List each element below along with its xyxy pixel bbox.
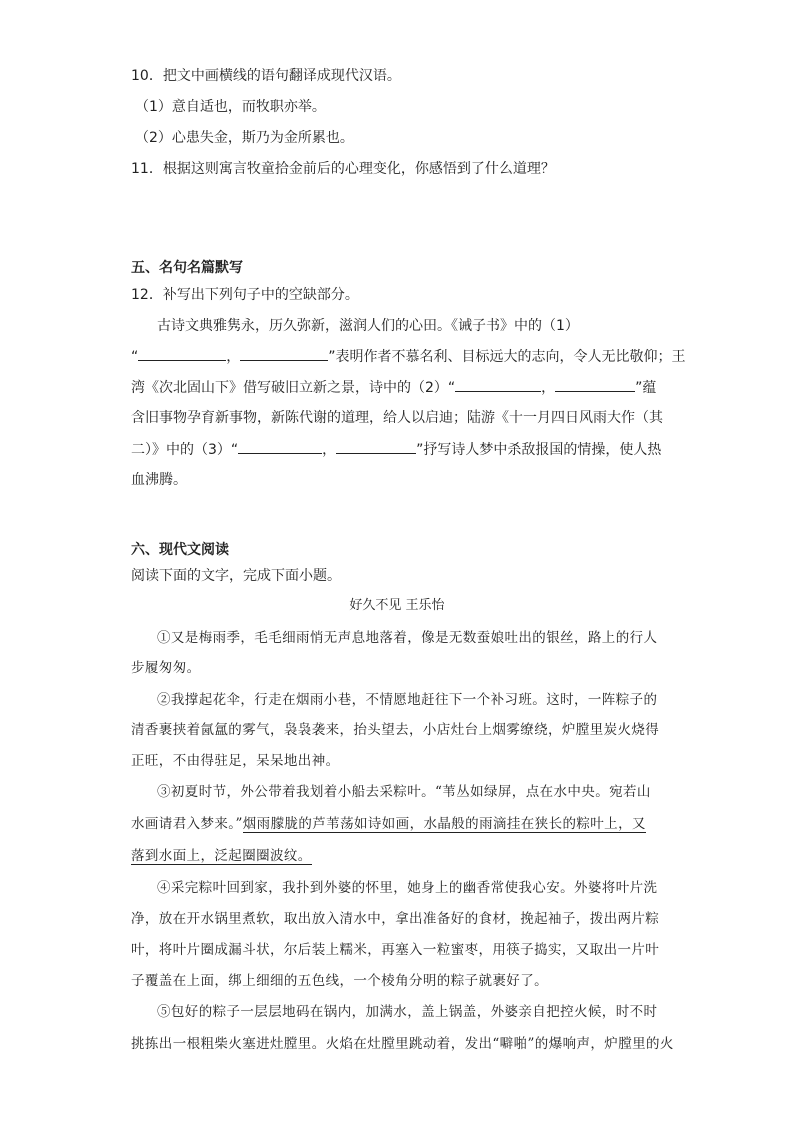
- q10-item-1: （1）意自适也，而牧职亦举。: [135, 99, 326, 115]
- quote-open: “: [131, 349, 139, 365]
- q12-line-2: [131, 346, 686, 367]
- q12-line-6: 血沸腾。: [131, 472, 187, 488]
- section6-instruction: 阅读下面的文字，完成下面小题。: [131, 568, 341, 584]
- section6-heading: 六、现代文阅读: [131, 542, 229, 558]
- q10-stem: 10．把文中画横线的语句翻译成现代汉语。: [131, 68, 401, 84]
- q12-line-5: [131, 439, 661, 460]
- underlined-sentence-end: 落到水面上，泛起圈圈波纹。: [131, 848, 312, 864]
- paragraph-1: ①又是梅雨季，毛毛细雨悄无声息地落着，像是无数蚕娘吐出的银丝，路上的行人: [157, 630, 658, 646]
- fill-blank-3b[interactable]: [336, 439, 416, 454]
- q12-line-5-end: ”抒写诗人梦中杀敌报国的情操，使人热: [416, 442, 662, 458]
- paragraph-4-cont-1: 净，放在开水锅里煮软，取出放入清水中，拿出准备好的食材，挽起袖子，拨出两片粽: [131, 911, 660, 927]
- q12-line-2-text: ”表明作者不慕名利、目标远大的志向，令人无比敬仰；王: [328, 349, 686, 365]
- q12-line-5-text: 二）》中的（3）“: [131, 442, 239, 458]
- paragraph-2-cont-1: 清香裹挟着氤氲的雾气，袅袅袭来，抬头望去，小店灶台上烟雾缭绕，炉膛里炭火烧得: [131, 722, 660, 738]
- q12-line-3: [131, 377, 656, 398]
- fill-blank-3a[interactable]: [238, 439, 322, 454]
- paragraph-2: ②我撑起花伞，行走在烟雨小巷，不情愿地赶往下一个补习班。这时，一阵粽子的: [157, 692, 658, 708]
- underlined-sentence: 烟雨朦胧的芦苇荡如诗如画，水晶般的雨滴挂在狭长的粽叶上，又: [242, 816, 646, 832]
- q12-stem: 12．补写出下列句子中的空缺部分。: [131, 287, 359, 303]
- paragraph-5: ⑤包好的粽子一层层地码在锅内，加满水，盖上锅盖，外婆亲自把控火候，时不时: [157, 1004, 658, 1020]
- q12-line-3-end: ”蕴: [635, 380, 657, 396]
- paragraph-4-cont-3: 子覆盖在上面，绑上细细的五色线，一个棱角分明的粽子就裹好了。: [131, 973, 548, 989]
- paragraph-3-cont-1: [131, 814, 646, 834]
- q12-line-3-text: 湾《次北固山下》借写破旧立新之景，诗中的（2）“: [131, 380, 456, 396]
- comma: ，: [226, 349, 241, 365]
- paragraph-1-cont: 步履匆匆。: [131, 660, 201, 676]
- q12-line-1: 古诗文典雅隽永，历久弥新，滋润人们的心田。《诫子书》中的（1）: [157, 318, 579, 334]
- paragraph-3-plain: 水画请君入梦来。”: [131, 816, 243, 832]
- paragraph-4-cont-2: 叶，将叶片圈成漏斗状，尔后装上糯米，再塞入一粒蜜枣，用筷子捣实，又取出一片叶: [131, 942, 660, 958]
- paragraph-3: ③初夏时节，外公带着我划着小船去采粽叶。“苇丛如绿屏，点在水中央。宛若山: [157, 784, 651, 800]
- paragraph-5-cont: 挑拣出一根粗柴火塞进灶膛里。火焰在灶膛里跳动着，发出“噼啪”的爆响声，炉膛里的火: [131, 1036, 674, 1052]
- q11-stem: 11．根据这则寓言牧童拾金前后的心理变化，你感悟到了什么道理？: [131, 161, 555, 177]
- paragraph-4: ④采完粽叶回到家，我扑到外婆的怀里，她身上的幽香常使我心安。外婆将叶片洗: [157, 880, 658, 896]
- comma: ，: [322, 442, 337, 458]
- paragraph-2-cont-2: 正旺，不由得驻足，呆呆地出神。: [131, 753, 340, 769]
- fill-blank-2a[interactable]: [455, 377, 541, 392]
- section5-heading: 五、名句名篇默写: [131, 260, 243, 276]
- fill-blank-1b[interactable]: [240, 346, 328, 361]
- fill-blank-1a[interactable]: [138, 346, 226, 361]
- fill-blank-2b[interactable]: [555, 377, 635, 392]
- comma: ，: [541, 380, 556, 396]
- q12-line-4: 含旧事物孕育新事物，新陈代谢的道理，给人以启迪；陆游《十一月四日风雨大作（其: [131, 410, 663, 426]
- passage-title: 好久不见 王乐怡: [349, 598, 445, 613]
- paragraph-3-cont-2: [131, 846, 312, 866]
- q10-item-2: （2）心患失金，斯乃为金所累也。: [135, 130, 354, 146]
